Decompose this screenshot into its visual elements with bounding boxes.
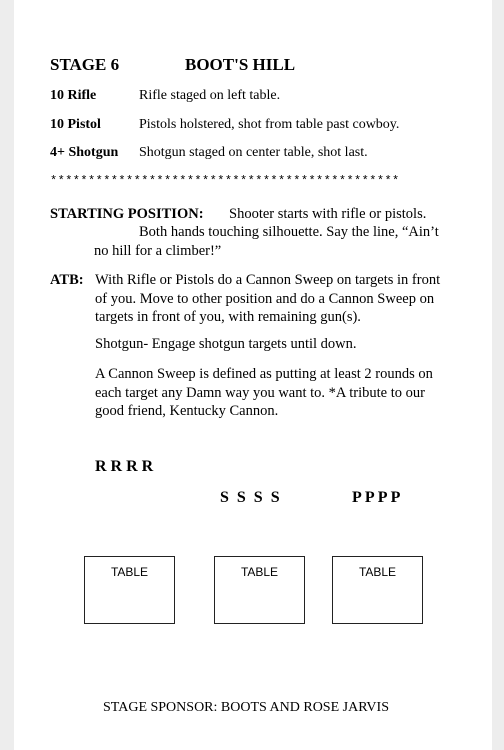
atb-p2: Shotgun- Engage shotgun targets until down. — [95, 336, 357, 352]
gun-label-pistol: 10 Pistol — [50, 117, 101, 132]
right-table-label: TABLE — [358, 565, 397, 579]
gun-desc-shotgun: Shotgun staged on center table, shot last. — [139, 145, 368, 160]
gun-label-rifle: 10 Rifle — [50, 88, 97, 103]
starting-position-line2: Both hands touching silhouette. Say the line, “Ain’t — [139, 224, 439, 240]
atb-p3-line3: good friend, Kentucky Cannon. — [95, 403, 279, 419]
left-page-edge — [0, 0, 14, 750]
stage-sponsor: STAGE SPONSOR: BOOTS AND ROSE JARVIS — [103, 700, 389, 715]
gun-desc-pistol: Pistols holstered, shot from table past cowboy. — [139, 117, 400, 132]
atb-p1-line2: of you. Move to other position and do a Cannon Sweep on — [95, 291, 435, 307]
rifle-targets: R R R R — [95, 458, 154, 475]
atb-label: ATB: — [50, 272, 84, 288]
starting-position-line3: no hill for a climber!” — [94, 243, 222, 259]
gun-label-shotgun: 4+ Shotgun — [50, 145, 119, 160]
atb-p1-line1: With Rifle or Pistols do a Cannon Sweep on targets in front — [95, 272, 441, 288]
center-table-label: TABLE — [240, 565, 279, 579]
stage-name: BOOT'S HILL — [185, 55, 296, 74]
stage-document — [14, 0, 492, 750]
atb-p3-line1: A Cannon Sweep is defined as putting at least 2 rounds on — [95, 366, 433, 382]
starting-position-label: STARTING POSITION: — [50, 206, 204, 222]
atb-p3-line2: each target any Damn way you want to. *A tribute to our — [95, 385, 425, 401]
pistol-targets: P P P P — [352, 489, 401, 506]
left-table-label: TABLE — [110, 565, 149, 579]
starting-position-line1: Shooter starts with rifle or pistols. — [229, 206, 427, 222]
stage-number: STAGE 6 — [50, 55, 120, 74]
right-table — [332, 556, 423, 624]
shotgun-targets: S S S S — [220, 489, 280, 506]
gun-desc-rifle: Rifle staged on left table. — [139, 88, 281, 103]
atb-p1-line3: targets in front of you, with remaining gun(s). — [95, 309, 361, 325]
right-page-edge — [492, 0, 504, 750]
left-table — [84, 556, 175, 624]
separator-line: ********************************************** — [50, 174, 400, 188]
center-table — [214, 556, 305, 624]
